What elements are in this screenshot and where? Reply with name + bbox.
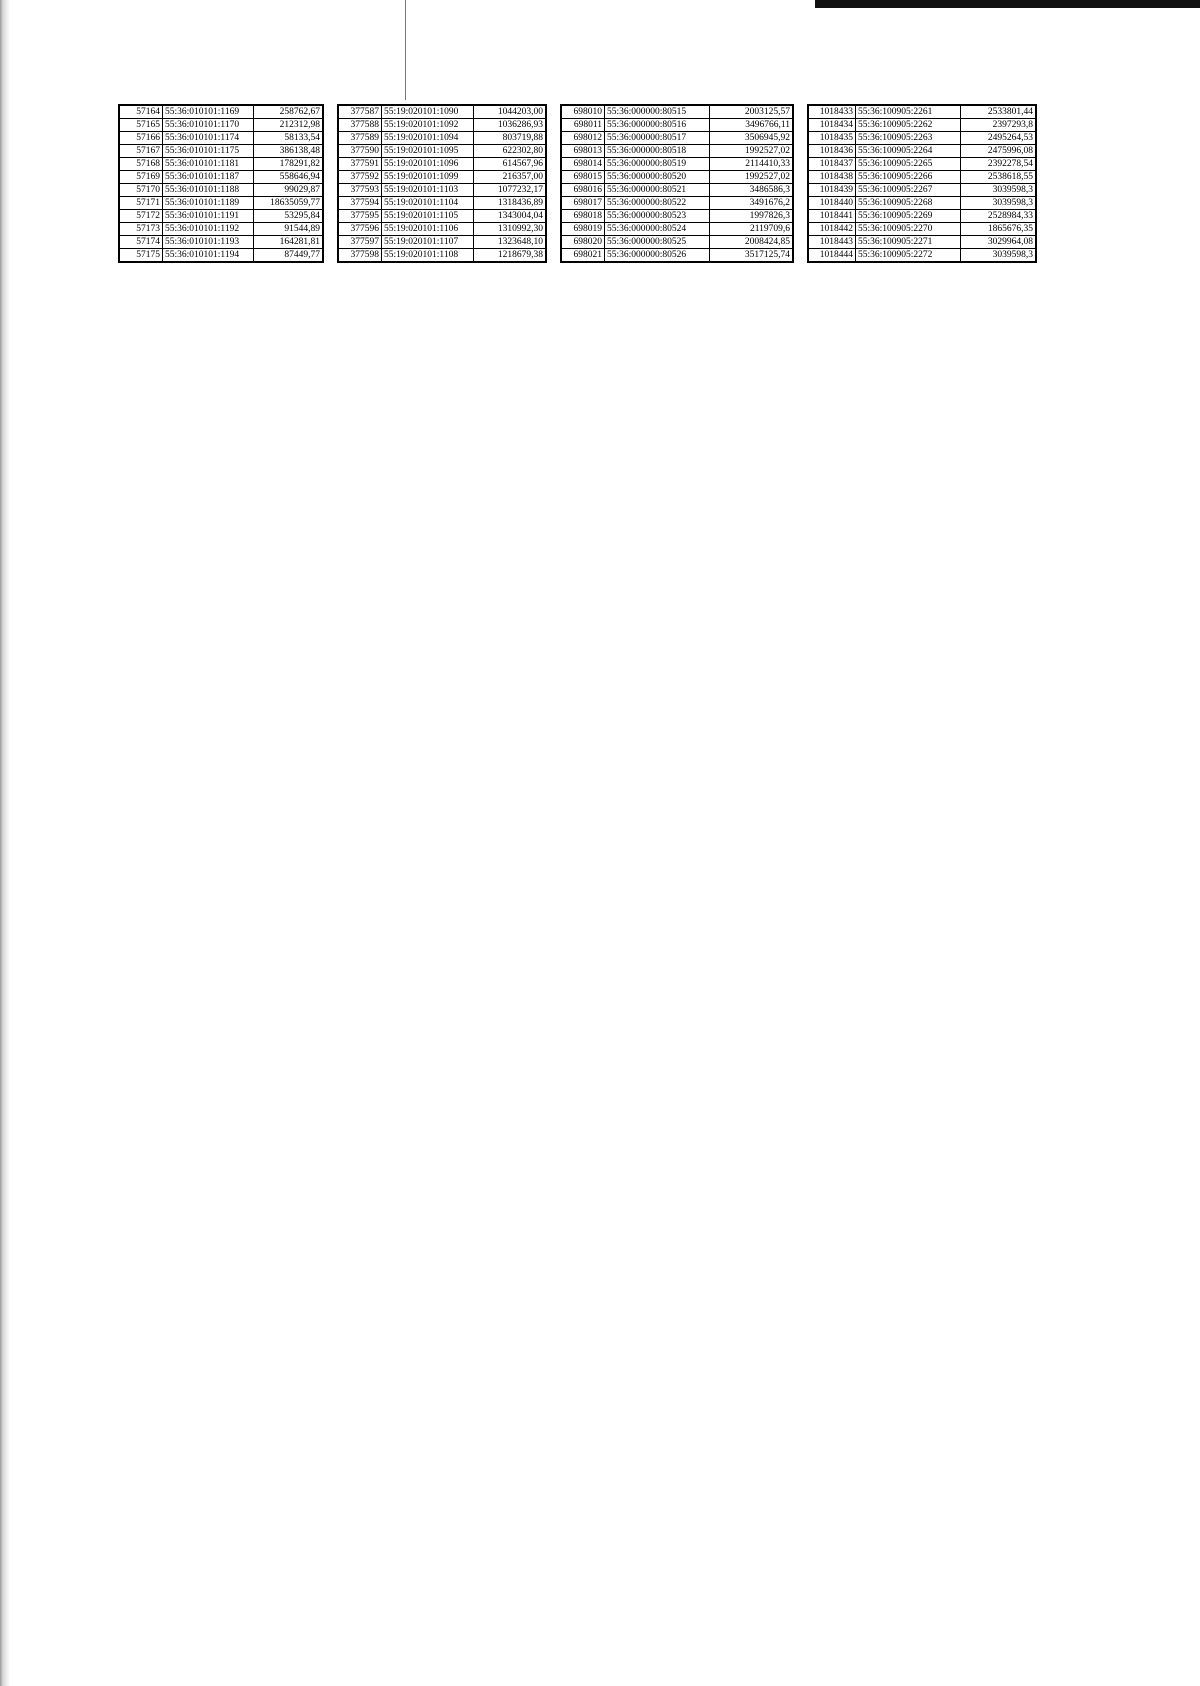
table-row bbox=[338, 105, 546, 119]
cadastral-value-cell: 2114410,33 bbox=[710, 158, 794, 171]
cadastral-number-cell: 55:36:000000:80525 bbox=[605, 236, 710, 249]
cadastral-number-cell: 55:36:100905:2265 bbox=[856, 158, 961, 171]
record-number-cell: 698012 bbox=[561, 132, 605, 145]
cadastral-value-cell: 622302,80 bbox=[474, 145, 547, 158]
cadastral-value-grid bbox=[118, 104, 1037, 263]
scan-top-bar bbox=[815, 0, 1200, 8]
record-number-cell: 57169 bbox=[119, 171, 163, 184]
cadastral-number-cell: 55:19:020101:1108 bbox=[382, 249, 474, 263]
cadastral-value-cell: 1218679,38 bbox=[474, 249, 547, 263]
record-number-cell: 1018441 bbox=[808, 210, 856, 223]
cadastral-value-cell: 803719,88 bbox=[474, 132, 547, 145]
record-number-cell: 1018440 bbox=[808, 197, 856, 210]
record-number-cell: 377592 bbox=[338, 171, 382, 184]
table-row bbox=[119, 236, 323, 249]
table-row bbox=[561, 249, 793, 263]
cadastral-number-cell: 55:19:020101:1092 bbox=[382, 119, 474, 132]
cadastral-number-cell: 55:36:000000:80524 bbox=[605, 223, 710, 236]
cadastral-number-cell: 55:36:000000:80515 bbox=[605, 105, 710, 119]
record-number-cell: 377591 bbox=[338, 158, 382, 171]
record-number-cell: 698011 bbox=[561, 119, 605, 132]
cadastral-value-cell: 2495264,53 bbox=[961, 132, 1037, 145]
cadastral-value-cell: 1865676,35 bbox=[961, 223, 1037, 236]
table-row bbox=[561, 132, 793, 145]
cadastral-number-cell: 55:36:010101:1194 bbox=[163, 249, 254, 263]
cadastral-number-cell: 55:36:010101:1193 bbox=[163, 236, 254, 249]
cadastral-number-cell: 55:36:000000:80518 bbox=[605, 145, 710, 158]
cadastral-number-cell: 55:36:100905:2272 bbox=[856, 249, 961, 263]
cadastral-number-cell: 55:36:010101:1170 bbox=[163, 119, 254, 132]
cadastral-number-cell: 55:36:010101:1191 bbox=[163, 210, 254, 223]
cadastral-value-cell: 3506945,92 bbox=[710, 132, 794, 145]
table-row bbox=[808, 158, 1036, 171]
record-number-cell: 57173 bbox=[119, 223, 163, 236]
record-number-cell: 57174 bbox=[119, 236, 163, 249]
table-row bbox=[119, 223, 323, 236]
table-row bbox=[808, 184, 1036, 197]
cadastral-number-cell: 55:19:020101:1106 bbox=[382, 223, 474, 236]
cadastral-number-cell: 55:19:020101:1096 bbox=[382, 158, 474, 171]
cadastral-number-cell: 55:36:010101:1192 bbox=[163, 223, 254, 236]
table-row bbox=[119, 145, 323, 158]
record-number-cell: 57175 bbox=[119, 249, 163, 263]
cadastral-number-cell: 55:19:020101:1095 bbox=[382, 145, 474, 158]
scan-left-edge bbox=[0, 0, 10, 1686]
cadastral-number-cell: 55:36:100905:2261 bbox=[856, 105, 961, 119]
cadastral-value-cell: 1310992,30 bbox=[474, 223, 547, 236]
record-number-cell: 57171 bbox=[119, 197, 163, 210]
table-row bbox=[561, 184, 793, 197]
record-number-cell: 377596 bbox=[338, 223, 382, 236]
cadastral-number-cell: 55:36:000000:80526 bbox=[605, 249, 710, 263]
cadastral-number-cell: 55:36:010101:1189 bbox=[163, 197, 254, 210]
table-row bbox=[119, 210, 323, 223]
table-row bbox=[808, 236, 1036, 249]
table-row bbox=[338, 236, 546, 249]
record-number-cell: 377594 bbox=[338, 197, 382, 210]
table-row bbox=[561, 145, 793, 158]
cadastral-number-cell: 55:19:020101:1094 bbox=[382, 132, 474, 145]
cadastral-number-cell: 55:36:100905:2271 bbox=[856, 236, 961, 249]
cadastral-value-cell: 1343004,04 bbox=[474, 210, 547, 223]
table-row bbox=[808, 223, 1036, 236]
cadastral-value-cell: 2119709,6 bbox=[710, 223, 794, 236]
cadastral-value-cell: 99029,87 bbox=[254, 184, 324, 197]
cadastral-value-cell: 2003125,57 bbox=[710, 105, 794, 119]
record-number-cell: 698019 bbox=[561, 223, 605, 236]
cadastral-number-cell: 55:36:100905:2268 bbox=[856, 197, 961, 210]
cadastral-value-cell: 3039598,3 bbox=[961, 197, 1037, 210]
table-row bbox=[561, 119, 793, 132]
cadastral-value-cell: 3496766,11 bbox=[710, 119, 794, 132]
cadastral-number-cell: 55:19:020101:1103 bbox=[382, 184, 474, 197]
cadastral-value-cell: 1036286,93 bbox=[474, 119, 547, 132]
cadastral-number-cell: 55:36:010101:1169 bbox=[163, 105, 254, 119]
record-number-cell: 698017 bbox=[561, 197, 605, 210]
record-number-cell: 1018442 bbox=[808, 223, 856, 236]
table-row bbox=[119, 249, 323, 263]
table-row bbox=[338, 197, 546, 210]
table-row bbox=[561, 171, 793, 184]
cadastral-number-cell: 55:36:100905:2264 bbox=[856, 145, 961, 158]
cadastral-number-cell: 55:36:010101:1175 bbox=[163, 145, 254, 158]
cadastral-number-cell: 55:36:100905:2269 bbox=[856, 210, 961, 223]
cadastral-value-cell: 3517125,74 bbox=[710, 249, 794, 263]
cadastral-value-cell: 91544,89 bbox=[254, 223, 324, 236]
record-number-cell: 57170 bbox=[119, 184, 163, 197]
table-row bbox=[119, 158, 323, 171]
cadastral-number-cell: 55:36:000000:80522 bbox=[605, 197, 710, 210]
cadastral-value-cell: 3491676,2 bbox=[710, 197, 794, 210]
record-number-cell: 698010 bbox=[561, 105, 605, 119]
cadastral-number-cell: 55:36:100905:2263 bbox=[856, 132, 961, 145]
cadastral-value-cell: 1323648,10 bbox=[474, 236, 547, 249]
cadastral-value-cell: 3029964,08 bbox=[961, 236, 1037, 249]
record-number-cell: 377593 bbox=[338, 184, 382, 197]
record-number-cell: 1018434 bbox=[808, 119, 856, 132]
record-number-cell: 1018438 bbox=[808, 171, 856, 184]
table-row bbox=[561, 210, 793, 223]
record-number-cell: 698016 bbox=[561, 184, 605, 197]
table-row bbox=[338, 145, 546, 158]
cadastral-number-cell: 55:36:000000:80519 bbox=[605, 158, 710, 171]
table-row bbox=[338, 119, 546, 132]
record-number-cell: 377595 bbox=[338, 210, 382, 223]
table-row bbox=[338, 158, 546, 171]
record-number-cell: 377598 bbox=[338, 249, 382, 263]
record-number-cell: 377589 bbox=[338, 132, 382, 145]
cadastral-number-cell: 55:36:100905:2270 bbox=[856, 223, 961, 236]
cadastral-table-4 bbox=[807, 104, 1037, 263]
cadastral-number-cell: 55:36:100905:2262 bbox=[856, 119, 961, 132]
cadastral-number-cell: 55:36:000000:80521 bbox=[605, 184, 710, 197]
cadastral-number-cell: 55:36:010101:1181 bbox=[163, 158, 254, 171]
cadastral-number-cell: 55:19:020101:1099 bbox=[382, 171, 474, 184]
record-number-cell: 57166 bbox=[119, 132, 163, 145]
table-row bbox=[808, 249, 1036, 263]
cadastral-value-cell: 2538618,55 bbox=[961, 171, 1037, 184]
record-number-cell: 377590 bbox=[338, 145, 382, 158]
cadastral-value-cell: 1044203,00 bbox=[474, 105, 547, 119]
cadastral-value-cell: 1992527,02 bbox=[710, 171, 794, 184]
table-row bbox=[338, 132, 546, 145]
cadastral-number-cell: 55:36:000000:80517 bbox=[605, 132, 710, 145]
table-row bbox=[561, 158, 793, 171]
record-number-cell: 57165 bbox=[119, 119, 163, 132]
cadastral-value-cell: 87449,77 bbox=[254, 249, 324, 263]
cadastral-value-cell: 216357,00 bbox=[474, 171, 547, 184]
cadastral-value-cell: 2397293,8 bbox=[961, 119, 1037, 132]
cadastral-number-cell: 55:36:000000:80523 bbox=[605, 210, 710, 223]
cadastral-value-cell: 2008424,85 bbox=[710, 236, 794, 249]
cadastral-value-cell: 2528984,33 bbox=[961, 210, 1037, 223]
table-row bbox=[561, 105, 793, 119]
cadastral-table-2 bbox=[337, 104, 547, 263]
table-row bbox=[119, 105, 323, 119]
table-row bbox=[561, 223, 793, 236]
table-row bbox=[808, 132, 1036, 145]
cadastral-value-cell: 386138,48 bbox=[254, 145, 324, 158]
record-number-cell: 1018436 bbox=[808, 145, 856, 158]
record-number-cell: 698014 bbox=[561, 158, 605, 171]
cadastral-number-cell: 55:36:010101:1188 bbox=[163, 184, 254, 197]
table-row bbox=[808, 119, 1036, 132]
record-number-cell: 57164 bbox=[119, 105, 163, 119]
record-number-cell: 698013 bbox=[561, 145, 605, 158]
cadastral-number-cell: 55:36:000000:80516 bbox=[605, 119, 710, 132]
cadastral-number-cell: 55:36:010101:1174 bbox=[163, 132, 254, 145]
cadastral-number-cell: 55:36:100905:2266 bbox=[856, 171, 961, 184]
cadastral-value-cell: 3486586,3 bbox=[710, 184, 794, 197]
table-row bbox=[338, 210, 546, 223]
cadastral-number-cell: 55:19:020101:1104 bbox=[382, 197, 474, 210]
cadastral-value-cell: 164281,81 bbox=[254, 236, 324, 249]
record-number-cell: 57172 bbox=[119, 210, 163, 223]
record-number-cell: 57167 bbox=[119, 145, 163, 158]
table-row bbox=[808, 197, 1036, 210]
scan-fold-line bbox=[405, 0, 406, 100]
record-number-cell: 57168 bbox=[119, 158, 163, 171]
table-row bbox=[808, 171, 1036, 184]
cadastral-table-1 bbox=[118, 104, 324, 263]
record-number-cell: 1018437 bbox=[808, 158, 856, 171]
cadastral-value-cell: 558646,94 bbox=[254, 171, 324, 184]
cadastral-value-cell: 2533801,44 bbox=[961, 105, 1037, 119]
record-number-cell: 1018443 bbox=[808, 236, 856, 249]
table-row bbox=[119, 171, 323, 184]
table-row bbox=[119, 132, 323, 145]
table-row bbox=[338, 184, 546, 197]
cadastral-value-cell: 1077232,17 bbox=[474, 184, 547, 197]
record-number-cell: 377597 bbox=[338, 236, 382, 249]
cadastral-value-cell: 614567,96 bbox=[474, 158, 547, 171]
table-row bbox=[561, 236, 793, 249]
table-row bbox=[119, 197, 323, 210]
cadastral-value-cell: 2392278,54 bbox=[961, 158, 1037, 171]
table-row bbox=[338, 171, 546, 184]
table-row bbox=[338, 249, 546, 263]
cadastral-value-cell: 1992527,02 bbox=[710, 145, 794, 158]
cadastral-number-cell: 55:36:000000:80520 bbox=[605, 171, 710, 184]
record-number-cell: 698021 bbox=[561, 249, 605, 263]
table-row bbox=[338, 223, 546, 236]
cadastral-value-cell: 258762,67 bbox=[254, 105, 324, 119]
cadastral-value-cell: 1997826,3 bbox=[710, 210, 794, 223]
record-number-cell: 1018433 bbox=[808, 105, 856, 119]
table-row bbox=[119, 119, 323, 132]
cadastral-value-cell: 53295,84 bbox=[254, 210, 324, 223]
cadastral-value-cell: 3039598,3 bbox=[961, 249, 1037, 263]
record-number-cell: 377587 bbox=[338, 105, 382, 119]
cadastral-value-cell: 58133,54 bbox=[254, 132, 324, 145]
table-row bbox=[808, 105, 1036, 119]
cadastral-value-cell: 3039598,3 bbox=[961, 184, 1037, 197]
cadastral-value-cell: 212312,98 bbox=[254, 119, 324, 132]
record-number-cell: 1018439 bbox=[808, 184, 856, 197]
record-number-cell: 1018444 bbox=[808, 249, 856, 263]
record-number-cell: 698020 bbox=[561, 236, 605, 249]
cadastral-number-cell: 55:19:020101:1107 bbox=[382, 236, 474, 249]
cadastral-value-cell: 1318436,89 bbox=[474, 197, 547, 210]
cadastral-number-cell: 55:19:020101:1105 bbox=[382, 210, 474, 223]
table-row bbox=[808, 210, 1036, 223]
table-row bbox=[808, 145, 1036, 158]
cadastral-value-cell: 2475996,08 bbox=[961, 145, 1037, 158]
record-number-cell: 698015 bbox=[561, 171, 605, 184]
table-row bbox=[119, 184, 323, 197]
record-number-cell: 1018435 bbox=[808, 132, 856, 145]
cadastral-number-cell: 55:36:100905:2267 bbox=[856, 184, 961, 197]
record-number-cell: 698018 bbox=[561, 210, 605, 223]
cadastral-number-cell: 55:19:020101:1090 bbox=[382, 105, 474, 119]
cadastral-value-cell: 178291,82 bbox=[254, 158, 324, 171]
cadastral-number-cell: 55:36:010101:1187 bbox=[163, 171, 254, 184]
cadastral-table-3 bbox=[560, 104, 794, 263]
cadastral-value-cell: 18635059,77 bbox=[254, 197, 324, 210]
record-number-cell: 377588 bbox=[338, 119, 382, 132]
table-row bbox=[561, 197, 793, 210]
